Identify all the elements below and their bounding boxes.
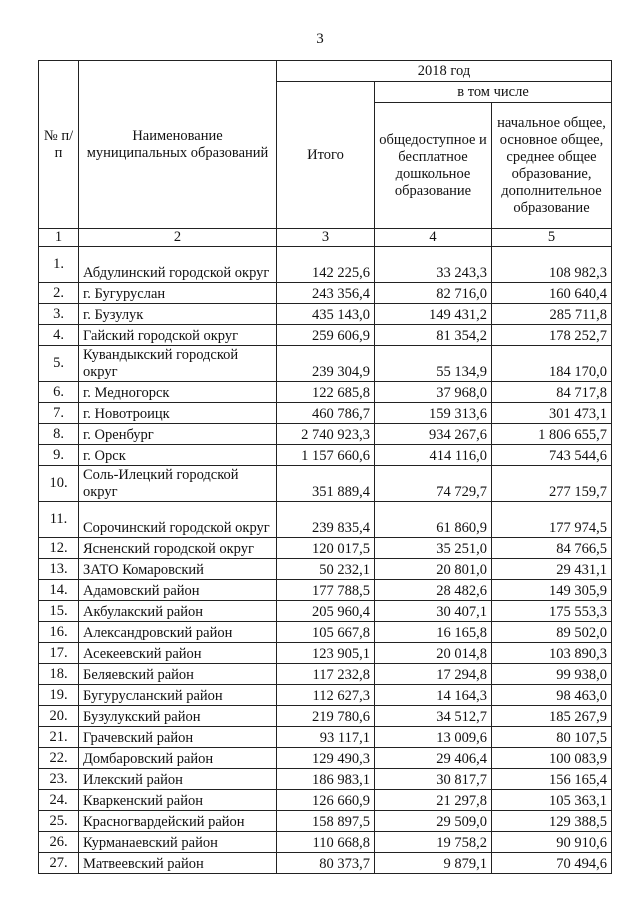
table-row [39, 727, 612, 748]
table-row [39, 502, 612, 538]
total-value: 186 983,1 [277, 769, 375, 790]
preschool-value: 82 716,0 [375, 283, 492, 304]
total-value: 239 304,9 [277, 346, 375, 382]
preschool-value: 20 801,0 [375, 559, 492, 580]
row-number: 20. [39, 706, 79, 727]
municipality-name: Курманаевский район [79, 832, 277, 853]
table-row [39, 580, 612, 601]
header-col-name: Наименование муниципальных образований [79, 61, 277, 229]
total-value: 126 660,9 [277, 790, 375, 811]
table-row [39, 685, 612, 706]
general-education-value: 103 890,3 [492, 643, 612, 664]
total-value: 122 685,8 [277, 382, 375, 403]
table-row [39, 790, 612, 811]
row-number: 18. [39, 664, 79, 685]
total-value: 1 157 660,6 [277, 445, 375, 466]
municipality-name: г. Медногорск [79, 382, 277, 403]
municipality-name: г. Бузулук [79, 304, 277, 325]
municipality-name: Матвеевский район [79, 853, 277, 874]
preschool-value: 414 116,0 [375, 445, 492, 466]
preschool-value: 159 313,6 [375, 403, 492, 424]
preschool-value: 28 482,6 [375, 580, 492, 601]
row-number: 19. [39, 685, 79, 706]
total-value: 460 786,7 [277, 403, 375, 424]
total-value: 93 117,1 [277, 727, 375, 748]
preschool-value: 9 879,1 [375, 853, 492, 874]
table-row [39, 811, 612, 832]
general-education-value: 84 766,5 [492, 538, 612, 559]
municipality-name: Ясненский городской округ [79, 538, 277, 559]
row-number: 14. [39, 580, 79, 601]
row-number: 23. [39, 769, 79, 790]
preschool-value: 29 509,0 [375, 811, 492, 832]
total-value: 158 897,5 [277, 811, 375, 832]
preschool-value: 30 817,7 [375, 769, 492, 790]
general-education-value: 743 544,6 [492, 445, 612, 466]
municipality-name: г. Бугуруслан [79, 283, 277, 304]
row-number: 6. [39, 382, 79, 403]
municipality-name: Грачевский район [79, 727, 277, 748]
preschool-value: 30 407,1 [375, 601, 492, 622]
general-education-value: 70 494,6 [492, 853, 612, 874]
total-value: 80 373,7 [277, 853, 375, 874]
table-row [39, 769, 612, 790]
total-value: 142 225,6 [277, 247, 375, 283]
table-row [39, 559, 612, 580]
preschool-value: 13 009,6 [375, 727, 492, 748]
general-education-value: 178 252,7 [492, 325, 612, 346]
general-education-value: 80 107,5 [492, 727, 612, 748]
total-value: 117 232,8 [277, 664, 375, 685]
column-number: 2 [79, 229, 277, 247]
municipality-name: Домбаровский район [79, 748, 277, 769]
table-row [39, 622, 612, 643]
table-row [39, 382, 612, 403]
general-education-value: 185 267,9 [492, 706, 612, 727]
preschool-value: 35 251,0 [375, 538, 492, 559]
total-value: 105 667,8 [277, 622, 375, 643]
general-education-value: 301 473,1 [492, 403, 612, 424]
general-education-value: 90 910,6 [492, 832, 612, 853]
row-number: 11. [39, 502, 79, 538]
row-number: 17. [39, 643, 79, 664]
total-value: 50 232,1 [277, 559, 375, 580]
column-number-row [39, 229, 612, 247]
header-year: 2018 год [277, 61, 612, 82]
municipality-name: г. Новотроицк [79, 403, 277, 424]
table-row [39, 601, 612, 622]
preschool-value: 55 134,9 [375, 346, 492, 382]
row-number: 13. [39, 559, 79, 580]
general-education-value: 29 431,1 [492, 559, 612, 580]
header-col-general: начальное общее, основное общее, среднее общее образование, дополнительное образование [492, 103, 612, 229]
row-number: 16. [39, 622, 79, 643]
table-row [39, 706, 612, 727]
municipality-name: г. Оренбург [79, 424, 277, 445]
total-value: 177 788,5 [277, 580, 375, 601]
preschool-value: 19 758,2 [375, 832, 492, 853]
general-education-value: 160 640,4 [492, 283, 612, 304]
row-number: 24. [39, 790, 79, 811]
total-value: 2 740 923,3 [277, 424, 375, 445]
table-body [39, 229, 612, 874]
total-value: 243 356,4 [277, 283, 375, 304]
municipality-name: Беляевский район [79, 664, 277, 685]
row-number: 3. [39, 304, 79, 325]
row-number: 27. [39, 853, 79, 874]
table-row [39, 325, 612, 346]
municipality-name: Адамовский район [79, 580, 277, 601]
table-row [39, 424, 612, 445]
column-number: 1 [39, 229, 79, 247]
general-education-value: 149 305,9 [492, 580, 612, 601]
preschool-value: 33 243,3 [375, 247, 492, 283]
municipality-name: Акбулакский район [79, 601, 277, 622]
table-row [39, 283, 612, 304]
page-number: 3 [316, 31, 324, 47]
table-row [39, 466, 612, 502]
row-number: 8. [39, 424, 79, 445]
general-education-value: 277 159,7 [492, 466, 612, 502]
row-number: 21. [39, 727, 79, 748]
header-col-no: № п/п [39, 61, 79, 229]
table-row [39, 664, 612, 685]
municipality-name: Бугурусланский район [79, 685, 277, 706]
total-value: 435 143,0 [277, 304, 375, 325]
municipality-name: Кувандыкский городской округ [79, 346, 277, 382]
municipality-name: Илекский район [79, 769, 277, 790]
municipality-name: Асекеевский район [79, 643, 277, 664]
general-education-value: 175 553,3 [492, 601, 612, 622]
municipality-name: Александровский район [79, 622, 277, 643]
general-education-value: 108 982,3 [492, 247, 612, 283]
general-education-value: 129 388,5 [492, 811, 612, 832]
table-row [39, 346, 612, 382]
row-number: 12. [39, 538, 79, 559]
general-education-value: 1 806 655,7 [492, 424, 612, 445]
header-col-preschool: общедоступное и бесплатное дошкольное образование [375, 103, 492, 229]
municipality-name: Бузулукский район [79, 706, 277, 727]
table-row [39, 643, 612, 664]
preschool-value: 934 267,6 [375, 424, 492, 445]
general-education-value: 98 463,0 [492, 685, 612, 706]
header-col-total: Итого [277, 82, 375, 229]
preschool-value: 34 512,7 [375, 706, 492, 727]
table-row [39, 403, 612, 424]
column-number: 3 [277, 229, 375, 247]
total-value: 112 627,3 [277, 685, 375, 706]
preschool-value: 16 165,8 [375, 622, 492, 643]
municipality-name: Гайский городской округ [79, 325, 277, 346]
preschool-value: 17 294,8 [375, 664, 492, 685]
row-number: 4. [39, 325, 79, 346]
general-education-value: 100 083,9 [492, 748, 612, 769]
municipality-name: Красногвардейский район [79, 811, 277, 832]
row-number: 9. [39, 445, 79, 466]
budget-table [38, 60, 612, 874]
municipality-name: Соль-Илецкий городской округ [79, 466, 277, 502]
general-education-value: 285 711,8 [492, 304, 612, 325]
preschool-value: 14 164,3 [375, 685, 492, 706]
municipality-name: Кваркенский район [79, 790, 277, 811]
preschool-value: 149 431,2 [375, 304, 492, 325]
table-row [39, 304, 612, 325]
municipality-name: г. Орск [79, 445, 277, 466]
row-number: 10. [39, 466, 79, 502]
row-number: 1. [39, 247, 79, 283]
general-education-value: 89 502,0 [492, 622, 612, 643]
total-value: 129 490,3 [277, 748, 375, 769]
row-number: 2. [39, 283, 79, 304]
general-education-value: 99 938,0 [492, 664, 612, 685]
row-number: 5. [39, 346, 79, 382]
general-education-value: 105 363,1 [492, 790, 612, 811]
municipality-name: ЗАТО Комаровский [79, 559, 277, 580]
preschool-value: 61 860,9 [375, 502, 492, 538]
column-number: 5 [492, 229, 612, 247]
preschool-value: 37 968,0 [375, 382, 492, 403]
general-education-value: 177 974,5 [492, 502, 612, 538]
general-education-value: 184 170,0 [492, 346, 612, 382]
total-value: 123 905,1 [277, 643, 375, 664]
table-row [39, 853, 612, 874]
table-row [39, 538, 612, 559]
row-number: 26. [39, 832, 79, 853]
preschool-value: 29 406,4 [375, 748, 492, 769]
preschool-value: 81 354,2 [375, 325, 492, 346]
total-value: 259 606,9 [277, 325, 375, 346]
general-education-value: 156 165,4 [492, 769, 612, 790]
general-education-value: 84 717,8 [492, 382, 612, 403]
preschool-value: 74 729,7 [375, 466, 492, 502]
column-number: 4 [375, 229, 492, 247]
total-value: 205 960,4 [277, 601, 375, 622]
total-value: 239 835,4 [277, 502, 375, 538]
table-row [39, 445, 612, 466]
municipality-name: Сорочинский городской округ [79, 502, 277, 538]
row-number: 22. [39, 748, 79, 769]
total-value: 110 668,8 [277, 832, 375, 853]
table-row [39, 832, 612, 853]
row-number: 25. [39, 811, 79, 832]
row-number: 15. [39, 601, 79, 622]
municipality-name: Абдулинский городской округ [79, 247, 277, 283]
total-value: 120 017,5 [277, 538, 375, 559]
total-value: 351 889,4 [277, 466, 375, 502]
row-number: 7. [39, 403, 79, 424]
total-value: 219 780,6 [277, 706, 375, 727]
preschool-value: 21 297,8 [375, 790, 492, 811]
table-row [39, 748, 612, 769]
preschool-value: 20 014,8 [375, 643, 492, 664]
table-row [39, 247, 612, 283]
header-including: в том числе [375, 82, 612, 103]
